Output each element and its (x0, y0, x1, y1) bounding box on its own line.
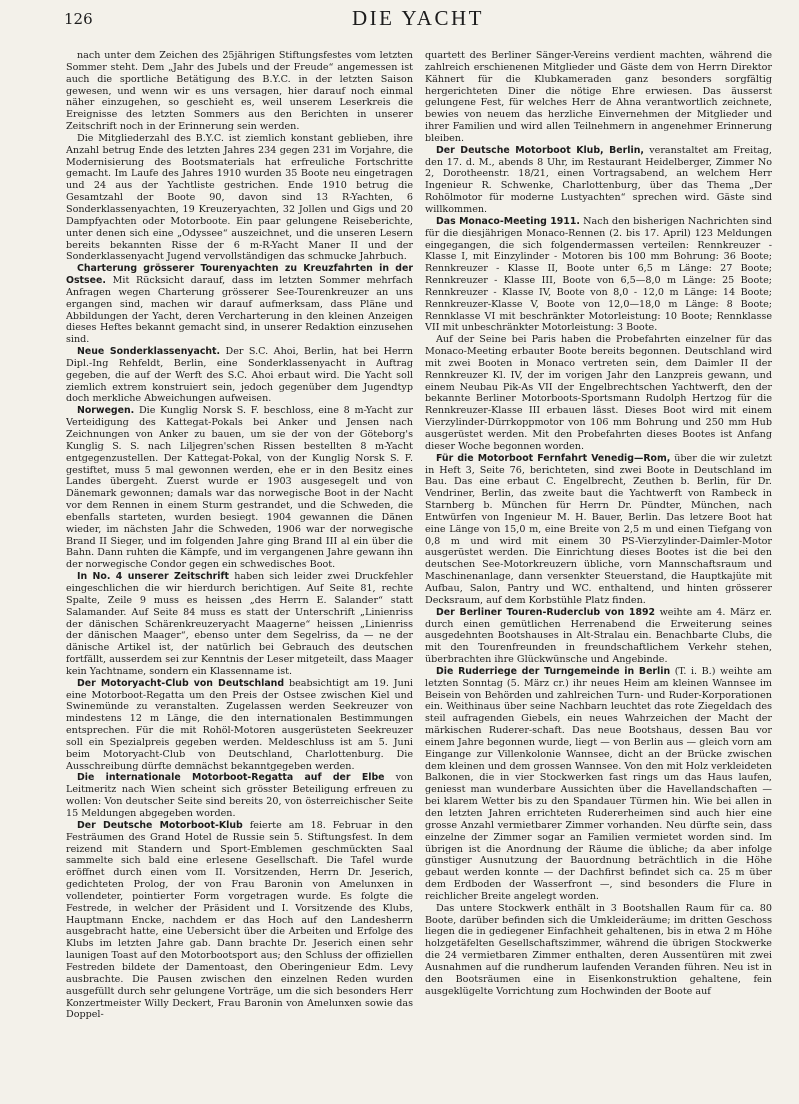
paragraph (66, 678, 413, 773)
paragraph-text: nach unter dem Zeichen des 25jährigen Stiftungsfestes vom letzten Sommer steht. Dem „Jahr des Jubels und der Freude“ angemessen ist auch die sportliche Betätigung des B.Y.C. in der letzten Saison gewesen, und wenn wir es uns versagen, hier darauf noch einmal näher einzugehen, so geschieht es, weil unserem Leserkreis die Ereignisse des letzten Sommers aus den Berichten in unserer Zeitschrift noch in der Erinnerung sein werden. (66, 50, 413, 133)
paragraph-text: Das untere Stockwerk enthält in 3 Bootshallen Raum für ca. 80 Boote, darüber befinden sich die Umkleideräume; im dritten Geschoss liegen die in gediegener Einfachheit gehaltenen, bis in etwa 2 m Höhe holzgetäfelten Gesellschaftszimmer, während die übrigen Stockwerke die 24 vermietbaren Zimmer enthalten, deren Aussentüren mit zwei Ausnahmen auf die rundherum laufenden Veranden führen. Neu ist in den Bootsräumen eine in Eisenkonstruktion gehaltene, fein ausgeklügelte Vorrichtung zum Hochwinden der Boote auf (425, 902, 772, 997)
paragraph-heading: Charterung grösserer Tourenyachten zu Kreuzfahrten in der Ostsee. (66, 263, 413, 287)
paragraph-text: (T. i. B.) weihte am letzten Sonntag (5. März cr.) ihr neues Heim am kleinen Wannsee im Beisein von Behörden und zahlreichen Turn- und Ruder-Korporationen ein. Weithinaus über seine Nachbarn leuchtet das rote Ziegeldach des steil aufragenden Giebels, ein neues Wahrzeichen der Macht der märkischen Ruderer-schaft. Das neue Bootshaus, dessen Bau vor einem Jahre begonnen wurde, liegt — von Berlin aus — gleich vorn am Eingange zur Villenkolonie Wannsee, dicht an der Brücke zwischen dem kleinen und dem grossen Wannsee. Von den mit Holz verkleideten Balkonen, die in vier Stockwerken fast rings um das Haus laufen, geniesst man wunderbare Aussichten über die Havellandschaften — bei klarem Wetter bis zu den Spandauer Türmen hin. Wie bei allen in den letzten Jahren errichteten Rudererheimen sind auch hier eine grosse Anzahl vermietbarer Zimmer vorhanden. Neu dürfte sein, dass einzelne der Zimmer sogar an Familien vermietet worden sind. Im übrigen ist die Anordnung der Räume die übliche; da aber infolge günstiger Ausnutzung der Bauordnung beträchtlich in die Höhe gebaut werden konnte — der Dachfirst befindet sich ca. 25 m über dem Erdboden der Wasserfront —, sind besonders die Flure in reichlicher Breite angelegt worden. (425, 665, 772, 902)
paragraph (425, 50, 772, 145)
paragraph-heading: Neue Sonderklassenyacht. (77, 346, 221, 358)
paragraph-text: beabsichtigt am 19. Juni eine Motorboot-Regatta um den Preis der Ostsee zwischen Kiel und Swinemünde zu veranstalten. Zugelassen werden Seekreuzer von mindestens 12 m Länge, die den internationalen Bestimmungen entsprechen. Für die mit Rohöl-Motoren ausgerüsteten Seekreuzer soll ein Spezialpreis gegeben werden. Meldeschluss ist am 5. Juni beim Motoryacht-Club von Deutschland, Charlottenburg. Die Ausschreibung dürfte demnächst bekanntgegeben werden. (66, 677, 413, 772)
paragraph-text: Mit Rücksicht darauf, dass im letzten Sommer mehrfach Anfragen wegen Charterung grösserer See-Tourenkreuzer an uns ergangen sind, machen wir darauf aufmerksam, dass Pläne und Abbildungen der Yacht, deren Vercharterung in den kleinen Anzeigen dieses Heftes bekannt gemacht sind, in unserer Redaktion einzusehen sind. (66, 275, 413, 346)
paragraph-text: über die wir zuletzt in Heft 3, Seite 76, berichteten, sind zwei Boote in Deutschland im Bau. Das eine erbaut C. Engelbrecht, Zeuthen b. Berlin, für Dr. Vendriner, Berlin, das zweite baut die Yachtwerft von Rambeck in Starnberg b. München für Herrn Dr. Pündter, München, nach Entwürfen von Ingenieur M. H. Bauer, Berlin. Das letzere Boot hat eine Länge von 15,0 m, eine Breite von 2,5 m und einen Tiefgang von 0,8 m und wird mit einem 30 PS-Vierzylinder-Daimler-Motor ausgerüstet werden. Die Einrichtung dieses Bootes ist die bei den deutschen See-Motorkreuzern übliche, vorn Mannschaftsraum und Maschinenanlage, dann versenkter Steuerstand, die Hauptkajüte mit Aufbau, Salon, Pantry und WC. enthaltend, und hinten grösserer Decksraum, auf dem Korbstühle Platz finden. (425, 452, 772, 606)
paragraph (66, 346, 413, 405)
paragraph (425, 216, 772, 334)
paragraph-text: quartett des Berliner Sänger-Vereins verdient machten, während die zahlreich erschienenen Mitglieder und Gäste dem von Herrn Direktor Kähnert für die Klubkameraden ganz besonders sorgfältig hergerichteten Diner die nötige Ehre erwiesen. Das äusserst gelungene Fest, für welches Herr de Ahna verantwortlich zeichnete, bewies von neuem das herzliche Einvernehmen der Mitglieder und ihrer Familien und wird allen Teilnehmern in angenehmer Erinnerung bleiben. (425, 50, 772, 144)
paragraph-heading: Der Motoryacht-Club von Deutschland (77, 677, 285, 689)
paragraph-heading: Das Monaco-Meeting 1911. (436, 215, 580, 227)
paragraph (425, 903, 772, 998)
paragraph-text: feierte am 18. Februar in den Festräumen des Grand Hotel de Russie sein 5. Stiftungsfest. In dem reizend mit Standern und Sport-Emblemen geschmückten Saal sammelte sich bald eine erlesene Gesellschaft. Die Tafel wurde eröffnet durch einen vom II. Vorsitzenden, Herrn Dr. Jeserich, gedichteten Prolog, der von Frau Baronin von Amelunxen in vollendeter, pointierter Form vorgetragen wurde. Es folgte die Festrede, in welcher der Präsident und I. Vorsitzende des Klubs, Hauptmann Encke, nachdem er das Hoch auf den Landesherrn ausgebracht hatte, eine Uebersicht über die Arbeiten und Erfolge des Klubs im letzten Jahre gab. Dann brachte Dr. Jeserich einen sehr launigen Toast auf den Motorbootsport aus; den Schluss der offiziellen Festreden bildete der Damentoast, den Oberingenieur Edm. Levy ausbrachte. Die Pausen zwischen den einzelnen Reden wurden ausgefüllt durch sehr gelungene Vorträge, um die sich besonders Herr Konzertmeister Willy Deckert, Frau Baronin von Amelunxen sowie das Doppel- (66, 819, 413, 1021)
paragraph-heading: Die Ruderriege der Turngemeinde in Berlin (436, 665, 671, 677)
paragraph (425, 607, 772, 666)
paragraph (66, 50, 413, 133)
paragraph-heading: Der Berliner Touren-Ruderclub von 1892 (436, 606, 656, 618)
paragraph (66, 133, 413, 263)
paragraph-text: von Leitmeritz nach Wien scheint sich grösster Beteiligung erfreuen zu wollen: Von deutscher Seite sind bereits 20, von österreichischer Seite 15 Meldungen abgegeben worden. (66, 772, 413, 819)
paragraph-text: Die Mitgliederzahl des B.Y.C. ist ziemlich konstant geblieben, ihre Anzahl betrug Ende des letzten Jahres 234 gegen 231 im Vorjahre, die Modernisierung des Bootsmaterials hat erfreuliche Fortschritte gemacht. Im Laufe des Jahres 1910 wurden 35 Boote neu eingetragen und 24 aus der Yachtliste gestrichen. Ende 1910 betrug die Gesamtzahl der Boote 90, davon sind 13 R-Yachten, 6 Sonderklassenyachten, 19 Kreuzeryachten, 32 Jollen und Gigs und 20 Dampfyachten oder Motorboote. Ein paar gelungene Reiseberichte, unter denen sich eine „Odyssee“ auszeichnet, und die unseren Lesern bereits bekannten Risse der 6 m-R-Yacht Maner II und der Sonderklassenyacht Jugend vervollständigen das schmucke Jahrbuch. (66, 132, 413, 263)
paragraph-heading: Der Deutsche Motorboot-Klub (77, 819, 243, 831)
paragraph-text: haben sich leider zwei Druckfehler eingeschlichen die wir hierdurch berichtigen. Auf Seite 81, rechte Spalte, Zeile 9 muss es heissen „des Herrn E. Salander“ statt Salamander. Auf Seite 84 muss es statt der Unterschrift „Linienriss der dänischen Schärenkreuzeryacht Maagerne“ heissen „Linienriss der dänischen Maager“, ebenso unter dem Segelriss, da — ne der dänische Artikel ist, der natürlich bei Gebrauch des deutschen fortfällt, ausserdem sei zur Kenntnis der Leser mitgeteilt, dass Maager kein Yachtname, sondern ein Klassenname ist. (66, 571, 413, 677)
right-column (425, 50, 772, 1096)
paragraph (425, 334, 772, 452)
paragraph-text: weihte am 4. März er. durch einen gemütlichen Herrenabend die Erweiterung seines ausgedehnten Bootshauses in Alt-Stralau ein. Benachbarte Clubs, die mit den Tourenfreunden in freundschaftlichem Verkehr stehen, überbrachten ihre Glückwünsche und Angebinde. (425, 606, 772, 666)
paragraph-heading: Der Deutsche Motorboot Klub, Berlin, (436, 144, 644, 156)
paragraph (66, 263, 413, 346)
magazine-title: DIE YACHT (352, 6, 484, 30)
paragraph (425, 666, 772, 903)
paragraph (66, 405, 413, 571)
paragraph-heading: Die internationale Motorboot-Regatta auf der Elbe (77, 772, 385, 784)
paragraph (425, 453, 772, 607)
paragraph-text: veranstaltet am Freitag, den 17. d. M., abends 8 Uhr, im Restaurant Heidelberger, Zimmer No 2, Dorotheenstr. 18/21, einen Vortragsabend, an welchem Herr Ingenieur R. Schwenke, Charlottenburg, über das Thema „Der Rohölmotor für moderne Lustyachten“ sprechen wird. Gäste sind willkommen. (425, 144, 772, 215)
paragraph-heading: Für die Motorboot Fernfahrt Venedig—Rom, (436, 452, 671, 464)
paragraph (66, 772, 413, 819)
page-header (64, 4, 772, 34)
paragraph (66, 820, 413, 1021)
paragraph-heading: Norwegen. (77, 405, 135, 417)
paragraph (66, 571, 413, 678)
paragraph-text: Die Kunglig Norsk S. F. beschloss, eine 8 m-Yacht zur Verteidigung des Kattegat-Pokals bei Anker und Jensen nach Zeichnungen von Anker zu bauen, um sie der von der Göteborg's Kunglig S. S. nach Liljegren'schen Rissen bestellten 8 m-Yacht entgegenzustellen. Der Kattegat-Pokal, von der Kunglig Norsk S. F. gestiftet, muss 5 mal gewonnen werden, ehe er in den Besitz eines Landes übergeht. Zuerst wurde er 1903 ausgesegelt und von Dänemark gewonnen; damals war das norwegische Boot in der Nacht vor dem Rennen in einem Sturm gestrandet, und die Schweden, die ebenfalls starteten, wurden besiegt. 1904 gewannen die Dänen wieder, im nächsten Jahr die Schweden, 1906 war der norwegische Brand II Sieger, und im folgenden Jahre ging Brand III al ein über die Bahn. Dann ruhten die Kämpfe, und im vergangenen Jahre gewann ihn der norwegische Condor gegen ein schwedisches Boot. (66, 405, 413, 571)
page-number: 126 (64, 10, 93, 28)
paragraph (425, 145, 772, 216)
paragraph-text: Auf der Seine bei Paris haben die Probefahrten einzelner für das Monaco-Meeting erbauter Boote bereits begonnen. Deutschland wird mit zwei Booten in Monaco vertreten sein, dem Daimler II der Rennkreuzer Kl. IV, der im vorigen Jahr den Lanzpreis gewann, und einem Neubau Pik-As VII der Engelbrechtschen Yachtwerft, den der bekannte Berliner Motorboots-Sportsmann Rudolph Hertzog für die Rennkreuzer-Klasse III erbauen lässt. Dieses Boot wird mit einem Vierzylinder-Dürrkoppmotor von 106 mm Bohrung und 250 mm Hub ausgerüstet werden. Mit den Probefahrten dieses Bootes ist Anfang dieser Woche begonnen worden. (425, 334, 772, 452)
paragraph-heading: In No. 4 unserer Zeitschrift (77, 571, 230, 583)
paragraph-text: Nach den bisherigen Nachrichten sind für die diesjährigen Monaco-Rennen (2. bis 17. April) 123 Meldungen eingegangen, die sich folgendermassen verteilen: Rennkreuzer - Klasse I, mit Einzylinder - Motoren bis 100 mm Bohrung: 36 Boote; Rennkreuzer - Klasse II, Boote unter 6,5 m Länge: 27 Boote; Rennkreuzer - Klasse III, Boote von 6,5—8,0 m Länge: 25 Boote; Rennkreuzer - Klasse IV, Boote von 8,0 - 12,0 m Länge: 14 Boote; Rennkreuzer-Klasse V, Boote von 12,0—18,0 m Länge: 8 Boote; Rennklasse VI mit beschränkter Motorleistung: 10 Boote; Rennklasse VII mit unbeschränkter Motorleistung: 3 Boote. (425, 215, 772, 334)
article-columns (66, 50, 772, 1096)
paragraph-text: Der S.C. Ahoi, Berlin, hat bei Herrn Dipl.-Ing Rehfeldt, Berlin, eine Sonderklassenyacht in Auftrag gegeben, die auf der Werft des S.C. Ahoi erbaut wird. Die Yacht soll ziemlich extrem konstruiert sein, jedoch gegenüber dem Jugendtyp doch merkliche Abweichungen aufweisen. (66, 346, 413, 405)
left-column (66, 50, 413, 1096)
